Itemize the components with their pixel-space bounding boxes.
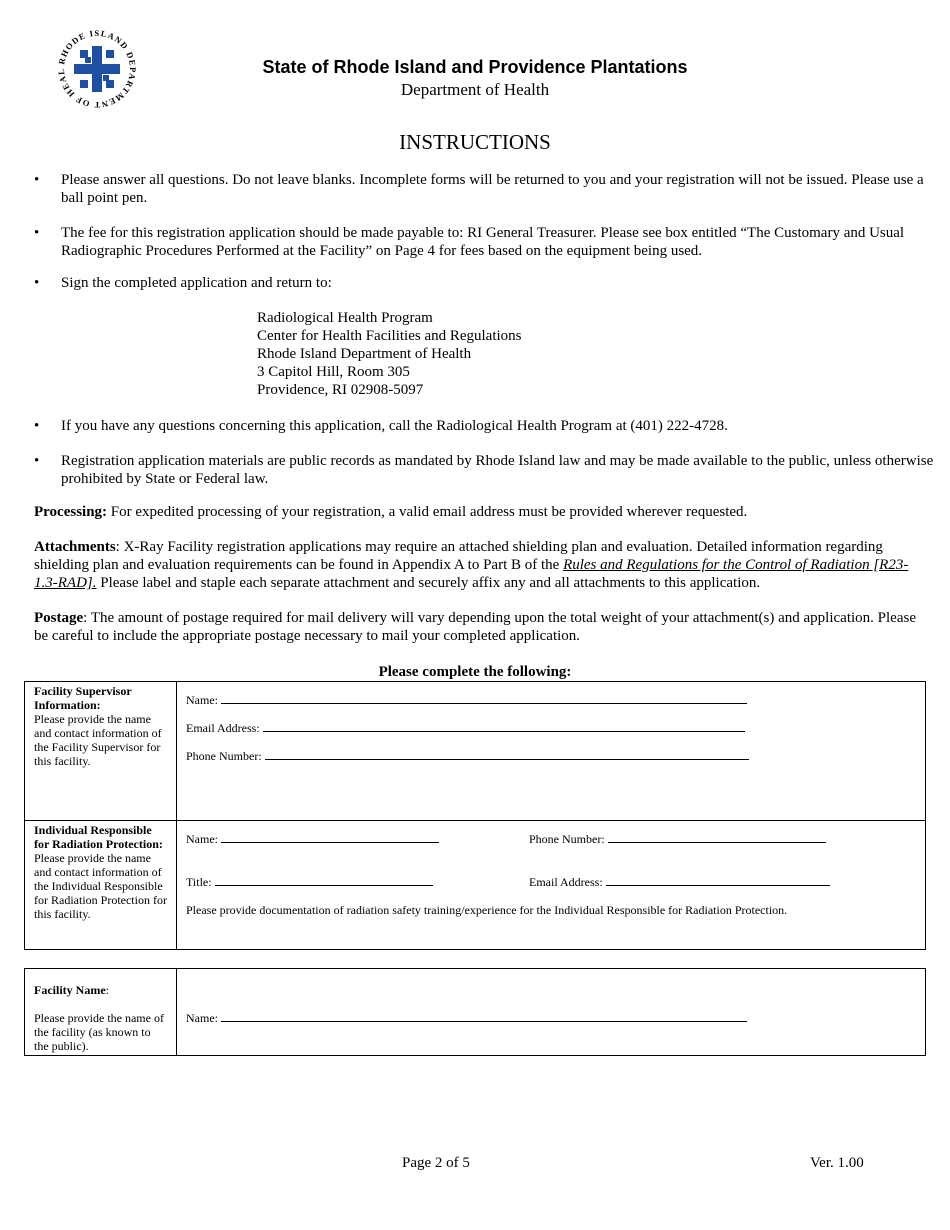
supervisor-label-cell: [25, 682, 177, 821]
rso-label-cell: [25, 821, 177, 950]
rso-row: [25, 821, 926, 950]
attachments-label: Attachments: [34, 539, 116, 555]
facility-name-field[interactable]: Name:: [186, 1011, 747, 1026]
rso-phone-line[interactable]: [608, 833, 826, 843]
rso-phone-field[interactable]: Phone Number:: [529, 832, 826, 847]
rso-title-field[interactable]: Title:: [186, 875, 433, 890]
bullet-icon: •: [34, 275, 40, 291]
bullet-icon: •: [34, 225, 40, 241]
rso-documentation-note: Please provide documentation of radiation safety training/experience for the Individual Responsible for Radiation Protection.: [186, 903, 788, 917]
facility-title: Facility Name: [34, 983, 106, 997]
bullet-icon: •: [34, 453, 40, 469]
supervisor-name-field[interactable]: Name:: [186, 693, 747, 708]
address-line: Providence, RI 02908-5097: [257, 382, 424, 398]
address-line: 3 Capitol Hill, Room 305: [257, 364, 410, 380]
page-title: INSTRUCTIONS: [399, 130, 551, 154]
supervisor-email-field[interactable]: Email Address:: [186, 721, 745, 736]
supervisor-email-line[interactable]: [263, 722, 745, 732]
facility-desc: Please provide the name of the facility (as known to the public).: [34, 1011, 164, 1053]
bullet-icon: •: [34, 418, 40, 434]
facility-fields: [177, 969, 926, 1056]
supervisor-phone-field[interactable]: Phone Number:: [186, 749, 749, 764]
attachments-paragraph: Attachments: X-Ray Facility registration applications may require an attached shielding plan and evaluation. Detailed information regarding shielding plan and evaluation requirements can be found in Appendix A to Part B of the Rules and Regulations for the Control of Radiation [R23-1.3-RAD]. Please label and staple each separate attachment and securely affix any and all attachments to this application.: [34, 539, 909, 591]
bullet-icon: •: [34, 172, 40, 188]
facility-label-cell: Facility Name: Please provide the name of the facility (as known to the public).: [25, 969, 177, 1056]
supervisor-phone-line[interactable]: [265, 750, 749, 760]
postage-paragraph: Postage: The amount of postage required for mail delivery will vary depending upon the total weight of your attachment(s) and application. Please be careful to include the appropriate postage necessary to mail your completed application.: [34, 610, 916, 644]
supervisor-title: Facility Supervisor Information:: [34, 684, 132, 712]
rso-email-field[interactable]: Email Address:: [529, 875, 830, 890]
mailing-address: [257, 309, 522, 399]
supervisor-fields: [177, 682, 926, 821]
facility-row: [25, 969, 926, 1056]
version-label: Ver. 1.00: [810, 1155, 864, 1171]
page-number: Page 2 of 5: [402, 1155, 470, 1171]
facility-form-table: [24, 968, 926, 1056]
rules-reference: Rules and Regulations for the Control of Radiation [R23-1.3-RAD].: [34, 557, 909, 591]
rso-email-line[interactable]: [606, 876, 830, 886]
supervisor-desc: Please provide the name and contact information of the Facility Supervisor for this facility.: [34, 712, 162, 768]
rso-title: Individual Responsible for Radiation Protection:: [34, 823, 163, 851]
processing-label: Processing:: [34, 504, 108, 520]
address-line: Radiological Health Program: [257, 310, 433, 326]
state-heading: State of Rhode Island and Providence Plantations: [262, 57, 688, 77]
address-line: Center for Health Facilities and Regulations: [257, 328, 522, 344]
address-line: Rhode Island Department of Health: [257, 346, 472, 362]
rso-desc: Please provide the name and contact information of the Individual Responsible for Radiation Protection for this facility.: [34, 851, 167, 921]
complete-heading: Please complete the following:: [378, 664, 572, 680]
rso-fields: [177, 821, 926, 950]
processing-paragraph: Processing: For expedited processing of your registration, a valid email address must be provided wherever requested.: [34, 504, 748, 520]
postage-label: Postage: [34, 610, 84, 626]
department-heading: Department of Health: [400, 80, 550, 99]
rso-name-field[interactable]: Name:: [186, 832, 439, 847]
seal-text: RHODE ISLAND DEPARTMENT OF HEAL: [55, 27, 139, 111]
rso-title-line[interactable]: [215, 876, 433, 886]
supervisor-name-line[interactable]: [221, 694, 747, 704]
supervisor-row: [25, 682, 926, 821]
rso-name-line[interactable]: [221, 833, 439, 843]
facility-name-line[interactable]: [221, 1012, 747, 1022]
contacts-form-table: [24, 681, 926, 950]
